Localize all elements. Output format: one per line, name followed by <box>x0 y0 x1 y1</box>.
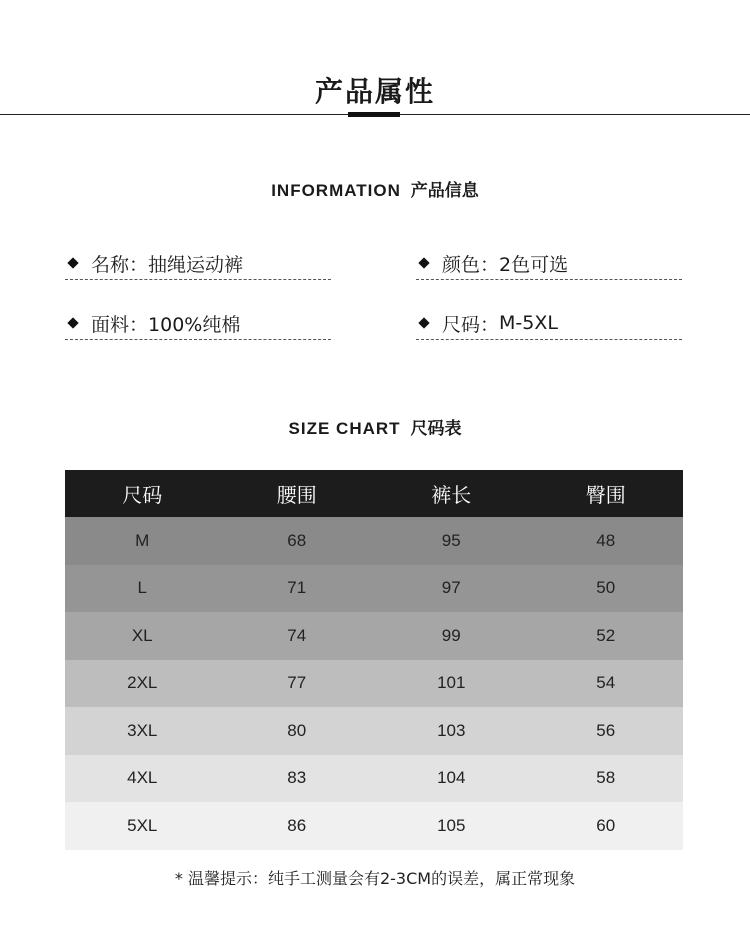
table-cell: 5XL <box>127 815 158 835</box>
table-row <box>65 707 683 755</box>
measurement-note: * 温馨提示：纯手工测量会有2-3CM的误差，属正常现象 <box>174 869 576 888</box>
info-label: 名称： <box>91 253 149 276</box>
table-cell: 48 <box>596 530 616 550</box>
table-cell: 95 <box>441 530 461 550</box>
table-cell: 50 <box>596 578 616 598</box>
info-item-color <box>416 247 682 280</box>
info-value: 100%纯棉 <box>148 313 241 336</box>
table-cell: 4XL <box>127 768 158 788</box>
size-chart-heading-zh: 尺码表 <box>410 419 462 439</box>
table-header-row <box>65 470 683 517</box>
information-heading-en: INFORMATION <box>271 181 401 200</box>
table-cell: 105 <box>437 815 466 835</box>
page-title: 产品属性 <box>314 75 435 108</box>
table-cell: 74 <box>287 625 307 645</box>
table-cell: L <box>137 578 147 598</box>
diamond-bullet-icon <box>418 317 429 328</box>
table-row <box>65 755 683 803</box>
column-header-hip: 臀围 <box>585 483 626 507</box>
table-cell: 99 <box>441 625 461 645</box>
info-item-fabric <box>65 307 331 340</box>
size-table <box>65 470 683 850</box>
table-cell: 52 <box>596 625 616 645</box>
diamond-bullet-icon <box>67 257 78 268</box>
table-cell: 83 <box>287 768 307 788</box>
size-chart-heading-en: SIZE CHART <box>288 419 401 438</box>
info-label: 尺码： <box>442 313 500 336</box>
info-item-size <box>416 307 682 340</box>
title-underline <box>348 112 400 117</box>
table-row <box>65 612 683 660</box>
info-item-name <box>65 247 331 280</box>
diamond-bullet-icon <box>67 317 78 328</box>
column-header-waist: 腰围 <box>276 483 317 507</box>
diamond-bullet-icon <box>418 257 429 268</box>
table-cell: 101 <box>437 673 466 693</box>
column-header-size: 尺码 <box>122 483 163 507</box>
table-cell: 56 <box>596 720 616 740</box>
table-cell: 58 <box>596 768 616 788</box>
size-chart-heading <box>0 414 750 439</box>
table-cell: XL <box>131 625 153 645</box>
table-cell: 103 <box>437 720 466 740</box>
table-row <box>65 517 683 565</box>
table-cell: 104 <box>437 768 466 788</box>
table-row <box>65 660 683 708</box>
table-cell: 77 <box>287 673 307 693</box>
table-cell: 3XL <box>127 720 158 740</box>
table-cell: 97 <box>441 578 461 598</box>
info-value: M-5XL <box>499 312 558 334</box>
table-cell: M <box>135 530 150 550</box>
info-label: 颜色： <box>442 253 500 276</box>
table-row <box>65 802 683 850</box>
table-cell: 68 <box>287 530 307 550</box>
table-cell: 2XL <box>127 673 158 693</box>
info-value: 2色可选 <box>499 253 569 276</box>
table-cell: 60 <box>596 815 616 835</box>
table-body <box>65 517 683 850</box>
info-label: 面料： <box>91 313 149 336</box>
column-header-length: 裤长 <box>431 483 472 507</box>
table-row <box>65 565 683 613</box>
information-heading <box>0 176 750 201</box>
table-cell: 71 <box>287 578 307 598</box>
info-value: 抽绳运动裤 <box>148 253 244 276</box>
table-cell: 80 <box>287 720 307 740</box>
information-heading-zh: 产品信息 <box>410 181 479 201</box>
table-cell: 54 <box>596 673 616 693</box>
table-cell: 86 <box>287 815 307 835</box>
